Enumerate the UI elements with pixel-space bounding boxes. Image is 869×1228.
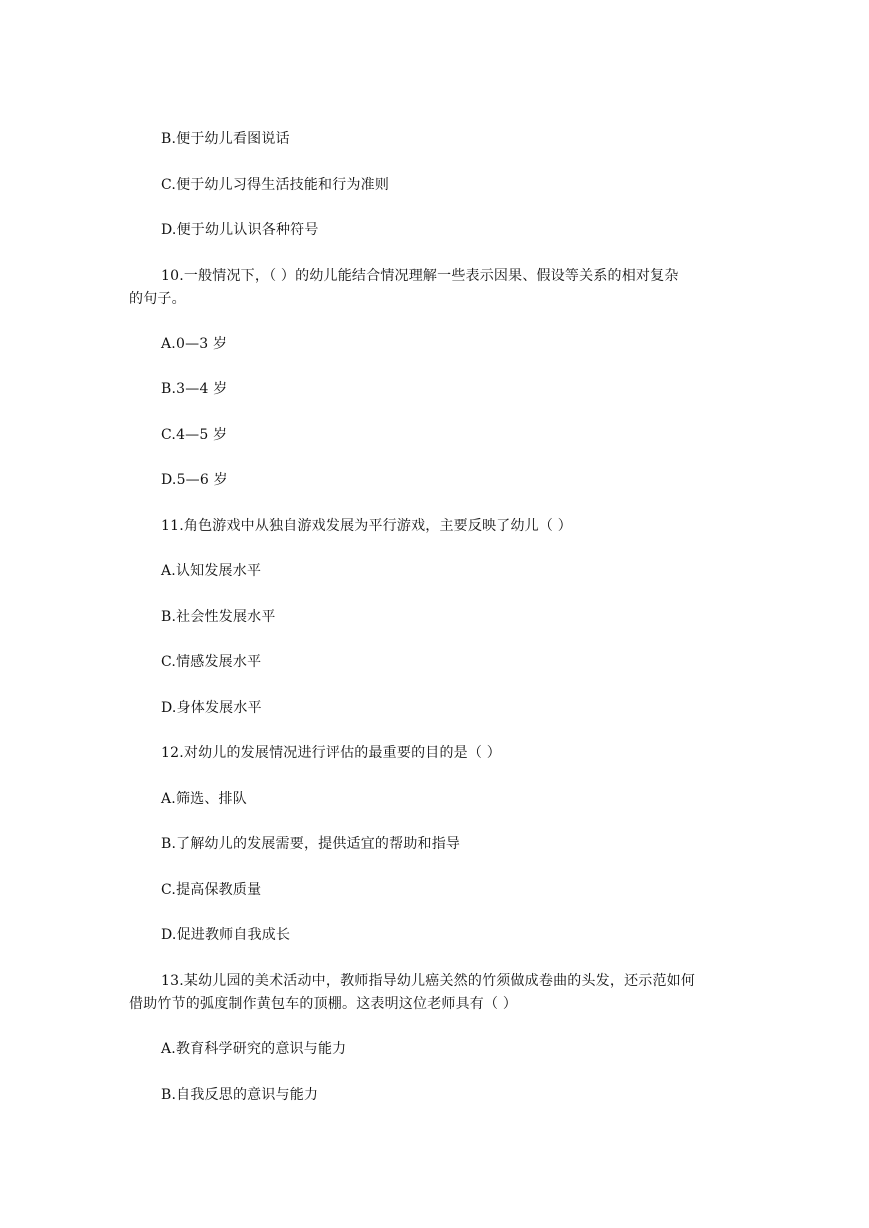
q10-option-a: A.0—3 岁 <box>161 336 228 352</box>
q13-option-b: B.自我反思的意识与能力 <box>161 1087 319 1103</box>
q12-option-d: D.促进教师自我成长 <box>161 927 291 943</box>
q11-option-b: B.社会性发展水平 <box>161 609 276 625</box>
q9-option-b: B.便于幼儿看图说话 <box>161 131 290 147</box>
question-12-text: 12.对幼儿的发展情况进行评估的最重要的目的是（ ） <box>161 745 501 761</box>
q12-option-b: B.了解幼儿的发展需要，提供适宜的帮助和指导 <box>161 836 461 852</box>
q12-option-a: A.筛选、排队 <box>161 791 247 807</box>
question-10-text: 10.一般情况下，（ ）的幼儿能结合情况理解一些表示因果、假设等关系的相对复杂 <box>161 268 679 284</box>
q11-option-a: A.认知发展水平 <box>161 563 262 579</box>
q10-option-b: B.3—4 岁 <box>161 381 228 397</box>
question-11-text: 11.角色游戏中从独自游戏发展为平行游戏，主要反映了幼儿（ ） <box>161 518 572 534</box>
q10-option-d: D.5—6 岁 <box>161 472 228 488</box>
q11-option-c: C.情感发展水平 <box>161 654 262 670</box>
question-13-text-cont: 借助竹节的弧度制作黄包车的顶棚。这表明这位老师具有（ ） <box>129 996 518 1012</box>
question-13-text: 13.某幼儿园的美术活动中，教师指导幼儿癌关然的竹须做成卷曲的头发，还示范如何 <box>161 973 696 989</box>
question-10-text-cont: 的句子。 <box>129 291 186 307</box>
q10-option-c: C.4—5 岁 <box>161 427 228 443</box>
q13-option-a: A.教育科学研究的意识与能力 <box>161 1041 347 1057</box>
q12-option-c: C.提高保教质量 <box>161 882 262 898</box>
q9-option-d: D.便于幼儿认识各种符号 <box>161 222 319 238</box>
q11-option-d: D.身体发展水平 <box>161 700 262 716</box>
q9-option-c: C.便于幼儿习得生活技能和行为准则 <box>161 177 390 193</box>
